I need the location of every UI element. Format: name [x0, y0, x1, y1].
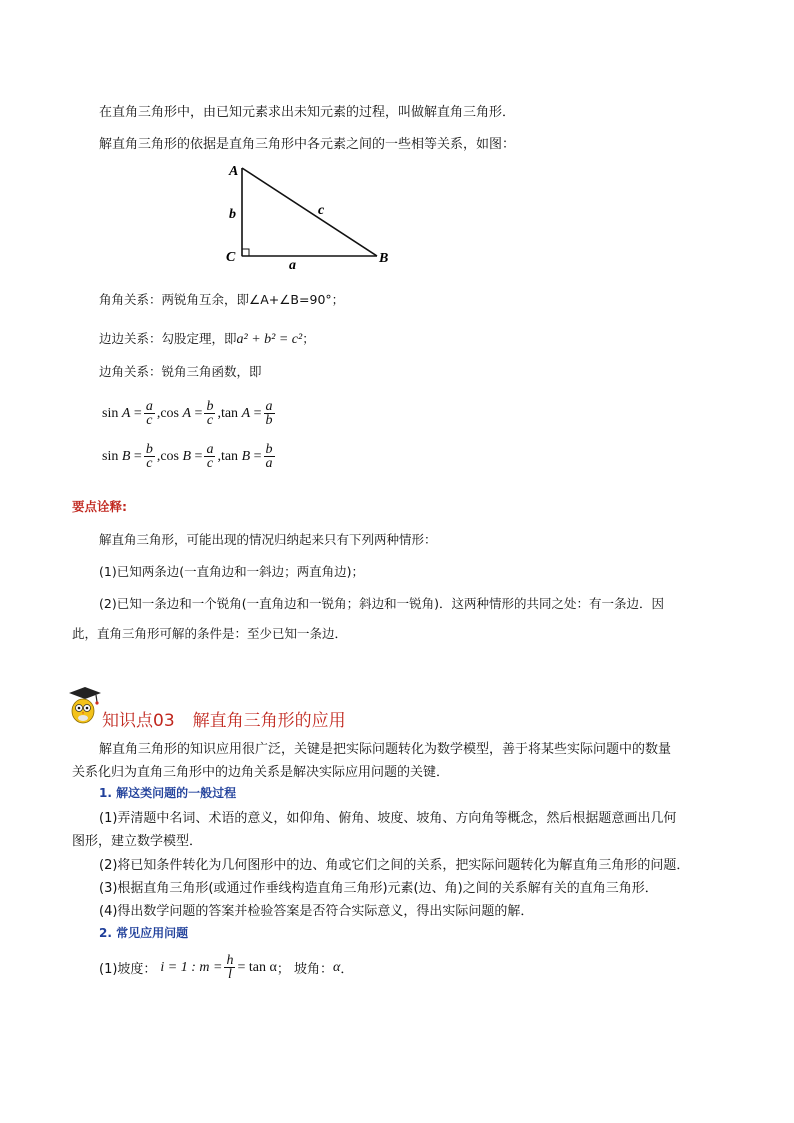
trig-fraction	[264, 443, 275, 470]
trig-lhs: tan B =	[220, 448, 262, 464]
right-triangle-figure	[222, 160, 402, 272]
trig-lhs: cos B =	[160, 448, 203, 464]
slope-angle: α	[332, 959, 341, 975]
side-c-label: c	[318, 203, 325, 218]
trig-separator: ,	[217, 448, 221, 464]
trig-numerator: b	[265, 442, 273, 457]
trig-term-tan-b	[221, 443, 277, 470]
trig-term-tan-a	[221, 400, 277, 427]
trig-fraction	[204, 400, 215, 427]
side-angle-relation: 边角关系：锐角三角函数，即	[99, 364, 262, 379]
slope-formula-left: i = 1 : m =	[160, 959, 223, 975]
trig-fraction	[204, 443, 215, 470]
trig-term-sin-b	[102, 443, 160, 470]
case-one-text: (1)已知两条边(一直角边和一斜边；两直角边)；	[99, 564, 364, 579]
section-intro-line2: 关系化归为直角三角形中的边角关系是解决实际应用问题的关键．	[72, 765, 450, 780]
slope-fraction	[224, 954, 235, 981]
trig-denominator: c	[206, 456, 214, 471]
trig-numerator: a	[206, 442, 214, 457]
section-03-heading	[102, 706, 346, 731]
case-two-text: (2)已知一条边和一个锐角(一直角边和一锐角；斜边和一锐角)．这两种情形的共同之处：有一条边．因	[99, 596, 664, 611]
trig-denominator: c	[146, 413, 153, 428]
slope-formula-right: = tan α	[237, 959, 277, 975]
side-side-prefix: 边边关系：勾股定理，即	[99, 331, 237, 346]
subheading-common-problems: 2. 常见应用问题	[99, 926, 189, 940]
trig-lhs: sin A =	[102, 405, 142, 421]
trig-separator: ,	[156, 405, 161, 421]
definition-text: 在直角三角形中，由已知元素求出未知元素的过程，叫做解直角三角形．	[99, 105, 516, 120]
trig-separator: ,	[217, 405, 221, 421]
trig-lhs: tan A =	[220, 405, 262, 421]
trig-separator: ,	[156, 448, 161, 464]
trig-term-cos-b	[160, 443, 221, 470]
trig-row-a	[102, 400, 277, 427]
trig-denominator: c	[206, 413, 214, 428]
trig-numerator: b	[206, 399, 214, 414]
step-four: (4)得出数学问题的答案并检验答案是否符合实际意义，得出实际问题的解．	[99, 904, 534, 919]
section-title: 解直角三角形的应用	[192, 711, 346, 731]
section-intro-line1: 解直角三角形的知识应用很广泛，关键是把实际问题转化为数学模型，善于将某些实际问题中的数量	[99, 742, 672, 757]
slope-suffix: ； 坡角：	[276, 962, 333, 977]
vertex-c-label: C	[226, 250, 236, 265]
side-a-label: a	[289, 258, 296, 272]
angle-angle-relation: 角角关系：两锐角互余，即∠A+∠B=90°；	[99, 292, 345, 307]
side-b-label: b	[229, 207, 236, 222]
trig-numerator: b	[145, 442, 153, 457]
right-angle-mark	[242, 249, 249, 256]
conclusion-text: 此，直角三角形可解的条件是：至少已知一条边．	[72, 626, 348, 641]
step-one-line2: 图形，建立数学模型．	[72, 834, 203, 849]
key-points-intro: 解直角三角形，可能出现的情况归纳起来只有下列两种情形：	[99, 532, 437, 547]
slope-numerator: h	[226, 953, 234, 968]
side-c-line	[242, 168, 377, 256]
basis-text: 解直角三角形的依据是直角三角形中各元素之间的一些相等关系，如图：	[99, 137, 516, 152]
subheading-general-process: 1. 解这类问题的一般过程	[99, 786, 237, 800]
step-two: (2)将已知条件转化为几何图形中的边、角或它们之间的关系，把实际问题转化为解直角三角形的问题．	[99, 858, 690, 873]
slope-prefix: (1)坡度：	[99, 962, 157, 977]
section-number: 知识点03	[102, 711, 175, 731]
key-points-label: 要点诠释:	[72, 499, 127, 514]
trig-lhs: cos A =	[160, 405, 203, 421]
trig-lhs: sin B =	[102, 448, 142, 464]
trig-denominator: b	[265, 413, 273, 428]
trig-denominator: c	[146, 456, 153, 471]
trig-numerator: a	[145, 399, 153, 414]
step-one-line1: (1)弄清题中名词、术语的意义，如仰角、俯角、坡度、坡角、方向角等概念，然后根据题意画出几何	[99, 811, 677, 826]
trig-fraction	[144, 400, 155, 427]
trig-fraction	[264, 400, 275, 427]
owl-scholar-icon	[68, 686, 102, 726]
pythagorean-formula: a² + b² = c²	[236, 332, 303, 347]
trig-row-b	[102, 443, 277, 470]
slope-denominator: l	[228, 967, 232, 982]
trig-term-cos-a	[160, 400, 221, 427]
trig-fraction	[144, 443, 155, 470]
step-three: (3)根据直角三角形(或通过作垂线构造直角三角形)元素(边、角)之间的关系解有关的直角三角形．	[99, 881, 658, 896]
trig-numerator: a	[265, 399, 273, 414]
slope-definition	[99, 954, 353, 981]
trig-denominator: a	[265, 456, 273, 471]
slope-end: ．	[340, 962, 354, 977]
vertex-b-label: B	[379, 251, 389, 266]
side-side-suffix: ；	[302, 331, 315, 346]
vertex-a-label: A	[229, 164, 239, 179]
trig-term-sin-a	[102, 400, 160, 427]
side-side-relation	[99, 329, 315, 348]
